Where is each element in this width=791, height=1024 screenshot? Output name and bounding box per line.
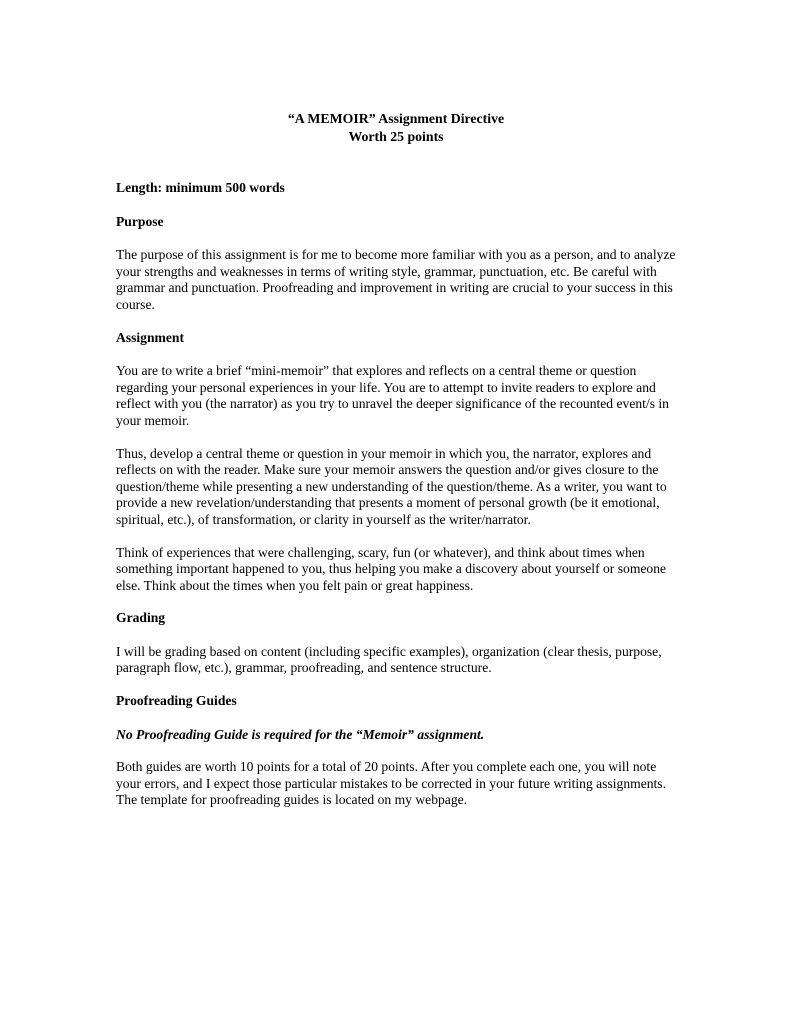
- assignment-paragraph-3: Think of experiences that were challenging, scary, fun (or whatever), and think about times when something important happened to you, thus helping you make a discovery about yourself or someone else. Think about the times when you felt pain or great happiness.: [116, 544, 667, 593]
- purpose-paragraph: The purpose of this assignment is for me to become more familiar with you as a person, and to analyze your strengths and weaknesses in terms of writing style, grammar, punctuation, etc. Be careful with grammar and punctuation. Proofreading and improvement in writing are crucial to your success in this course.: [116, 247, 676, 312]
- length-requirement: Length: minimum 500 words: [116, 180, 285, 195]
- assignment-paragraph-2: Thus, develop a central theme or question in your memoir in which you, the narrator, explores and reflects on with the reader. Make sure your memoir answers the question and/or gives closure to the question/theme while presenting a new understanding of the question/theme. As a writer, you want to provide a new revelation/understanding that presents a moment of personal growth (be it emotional, spiritual, etc.), of transformation, or clarity in yourself as the writer/narrator.: [116, 445, 667, 527]
- grading-paragraph: I will be grading based on content (including specific examples), organization (clear thesis, purpose, paragraph flow, etc.), grammar, proofreading, and sentence structure.: [116, 643, 662, 676]
- assignment-heading: Assignment: [116, 329, 184, 345]
- purpose-heading: Purpose: [116, 213, 164, 229]
- document-title: “A MEMOIR” Assignment Directive: [287, 111, 505, 126]
- proofreading-paragraph: Both guides are worth 10 points for a total of 20 points. After you complete each one, you will note your errors, and I expect those particular mistakes to be corrected in your future writing assignments. The template for proofreading guides is located on my webpage.: [116, 759, 666, 808]
- proofreading-heading: Proofreading Guides: [116, 693, 237, 709]
- document-page: [116, 110, 676, 825]
- document-subtitle: Worth 25 points: [348, 129, 444, 144]
- proofreading-note: No Proofreading Guide is required for the “Memoir” assignment.: [116, 726, 485, 742]
- assignment-paragraph-1: You are to write a brief “mini-memoir” that explores and reflects on a central theme or question regarding your personal experiences in your life. You are to attempt to invite readers to explore and reflect with you (the narrator) as you try to unravel the deeper significance of the recounted event/s in your memoir.: [116, 363, 669, 428]
- grading-heading: Grading: [116, 610, 166, 626]
- title-block: [116, 110, 676, 146]
